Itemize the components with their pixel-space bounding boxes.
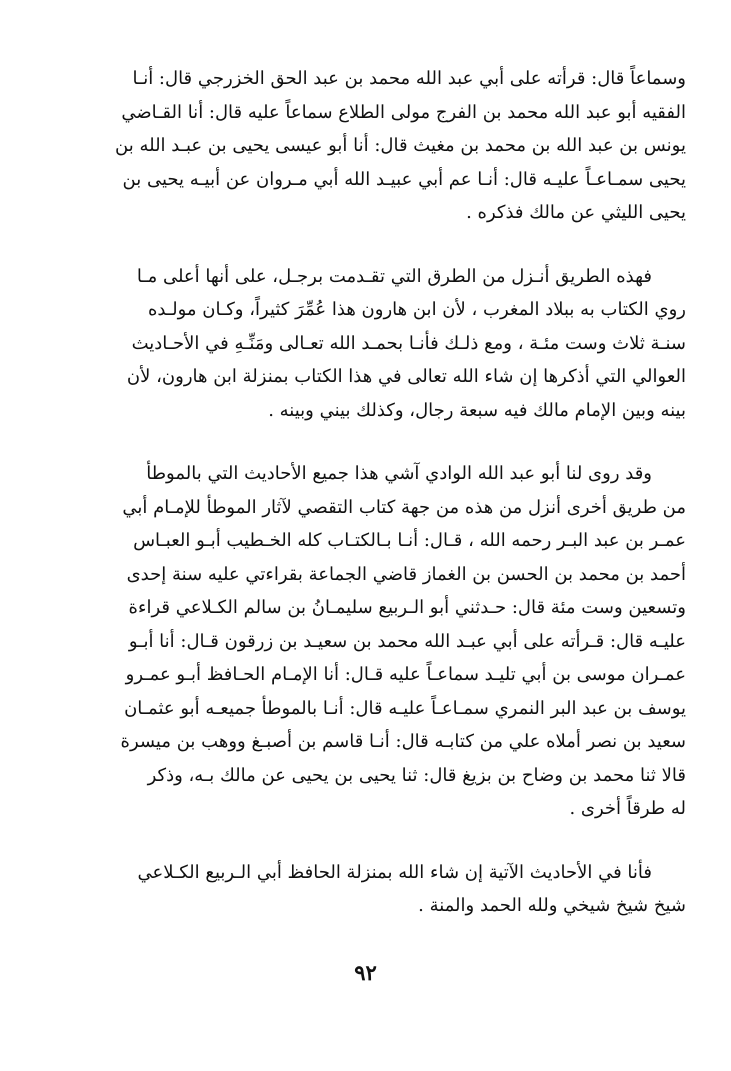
text-line: روي الكتاب به ببلاد المغرب ، لأن ابن هارون هذا عُمِّرَ كثيراً، وكـان مولـده xyxy=(147,299,686,320)
text-line: يحيى الليثي عن مالك فذكره . xyxy=(466,202,686,223)
paragraph-1 xyxy=(48,62,686,230)
text-line: الفقيه أبو عبد الله محمد بن الفرج مولى الطلاع سماعاً عليه قال: أنا القـاضي xyxy=(121,101,686,123)
text-line: عليـه قال: قـرأته على أبي عبـد الله محمد بن سعيـد بن زرقون قـال: أنا أبـو xyxy=(128,630,686,652)
text-line: أحمد بن محمد بن الحسن بن الغماز قاضي الجماعة بقراءتي عليه سنة إحدى xyxy=(126,563,686,585)
page-number: ٩٢ xyxy=(354,960,377,985)
paragraph-2 xyxy=(48,260,686,428)
text-line: فهذه الطريق أنـزل من الطرق التي تقـدمت برجـل، على أنها أعلى مـا xyxy=(136,265,652,287)
paragraph-3 xyxy=(48,457,686,826)
book-page xyxy=(48,62,686,923)
text-line: وقد روى لنا أبو عبد الله الوادي آشي هذا جميع الأحاديث التي بالموطأ xyxy=(146,463,652,484)
paragraph-4 xyxy=(48,856,686,923)
text-line: العوالي التي أذكرها إن شاء الله تعالى في هذا الكتاب بمنزلة ابن هارون، لأن xyxy=(126,366,686,387)
text-line: عمـران موسى بن أبي تليـد سماعـاً عليه قـال: أنا الإمـام الحـافظ أبـو عمـرو xyxy=(125,664,686,685)
text-line: عمـر بن عبد البـر رحمه الله ، قـال: أنـا بـالكتـاب كله الخـطيب أبـو العبـاس xyxy=(133,530,686,551)
text-line: وتسعين وست مئة قال: حـدثني أبو الـربيع سليمـانُ بن سالم الكـلاعي قراءة xyxy=(128,597,686,618)
text-line: له طرقاً أخرى . xyxy=(569,798,686,819)
text-line: فأنا في الأحاديث الآتية إن شاء الله بمنزلة الحافظ أبي الـربيع الكـلاعي xyxy=(137,861,652,883)
text-line: من طريق أخرى أنزل من هذه من جهة كتاب التقصي لآثار الموطأ للإمـام أبي xyxy=(122,496,686,518)
text-line: يوسف بن عبد البر النمري سمـاعـاً عليـه قال: أنـا بالموطأ جميعـه أبو عثمـان xyxy=(124,697,686,719)
text-line: يحيى سمـاعـاً عليـه قال: أنـا عم أبي عبيـد الله أبي مـروان عن أبيـه يحيى بن xyxy=(122,168,686,190)
text-line: بينه وبين الإمام مالك فيه سبعة رجال، وكذلك بيني وبينه . xyxy=(268,399,686,421)
text-line: قالا ثنا محمد بن وضاح بن بزيغ قال: ثنا يحيى بن يحيى عن مالك بـه، وذكر xyxy=(147,764,686,786)
text-line: يونس بن عبد الله بن محمد بن مغيث قال: أنا أبو عيسى يحيى بن عبـد الله بن xyxy=(115,135,686,156)
text-line: وسماعاً قال: قرأته على أبي عبد الله محمد بن عبد الحق الخزرجي قال: أنـا xyxy=(132,68,686,89)
text-line: سعيد بن نصر أملاه علي من كتابـه قال: أنـا قاسم بن أصبـغ ووهب بن ميسرة xyxy=(120,731,686,752)
text-line: شيخ شيخ شيخي ولله الحمد والمنة . xyxy=(418,895,686,916)
text-line: سنـة ثلاث وست مئـة ، ومع ذلـك فأنـا بحمـد الله تعـالى ومَنِّـهِ في الأحـاديث xyxy=(131,332,686,354)
